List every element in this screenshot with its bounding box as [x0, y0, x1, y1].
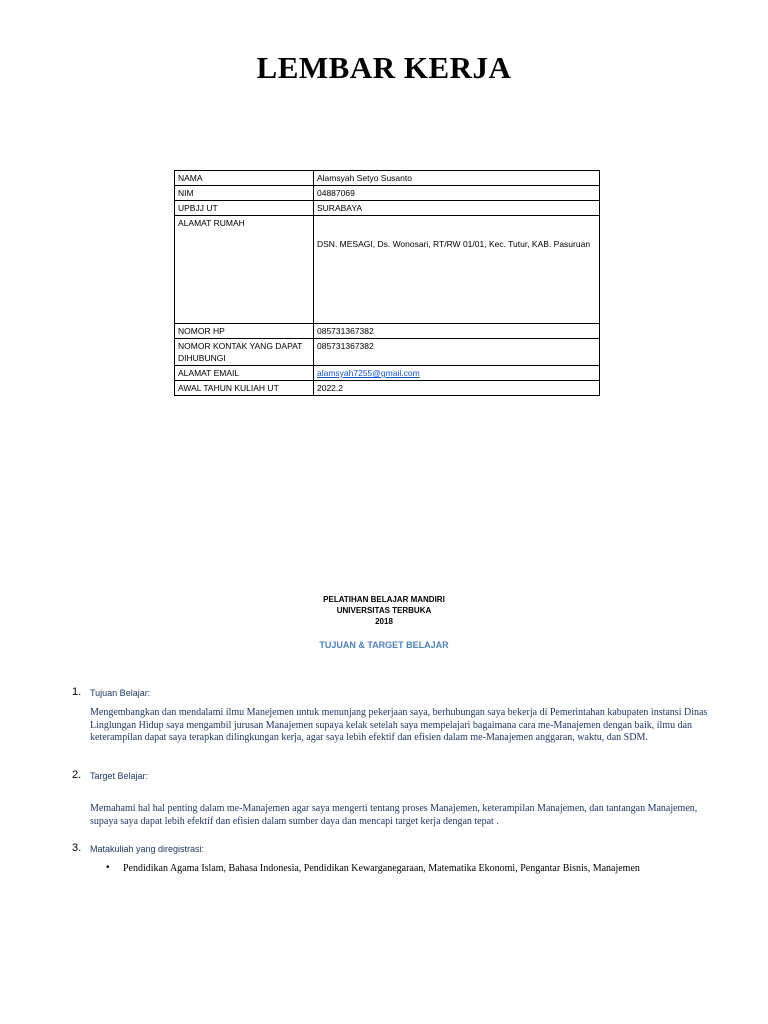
student-info-table: [174, 170, 600, 396]
program-header: [0, 594, 768, 627]
bullet-icon: •: [106, 862, 110, 873]
table-row: [175, 366, 600, 381]
list-item: Pendidikan Agama Islam, Bahasa Indonesia, Pendidikan Kewarganegaraan, Matematika Ekonomi, Pengantar Bisnis, Manajemen: [123, 863, 640, 874]
section-title-tujuan: Tujuan Belajar:: [90, 688, 151, 698]
table-row: [175, 216, 600, 324]
row-value-alamat-email: [314, 366, 600, 381]
row-label-nomor-kontak: NOMOR KONTAK YANG DAPAT DIHUBUNGI: [175, 339, 314, 366]
section-title-target: Target Belajar:: [90, 771, 149, 781]
table-row: [175, 201, 600, 216]
section-text-tujuan: Mengembangkan dan mendalami ilmu Manejemen untuk menunjang pekerjaan saya, berhubungan saya bekerja di Pemerintahan kabupaten instansi Dinas Linglungan Hidup saya mengambil jurusan Manajemen supaya kelak setelah saya mempelajari bagaimana cara me-Manajemen dengan baik, ilmu dan keterampilan dapat saya terapkan dilingkungan kerja, agar saya lebih efektif dan efisien dalam me-Manajemen anggaran, waktu, dan SDM.: [90, 707, 708, 744]
email-link[interactable]: alamsyah7255@gmail.com: [317, 368, 420, 378]
section-title-matakuliah: Matakuliah yang diregistrasi:: [90, 844, 205, 854]
section-heading: TUJUAN & TARGET BELAJAR: [319, 640, 449, 650]
table-row: [175, 186, 600, 201]
row-value-nama: Alamsyah Setyo Susanto: [314, 171, 600, 186]
row-value-nomor-kontak: 085731367382: [314, 339, 600, 366]
row-label-upbjj: UPBJJ UT: [175, 201, 314, 216]
section-text-target: Memahami hal hal penting dalam me-Manajemen agar saya mengerti tentang proses Manajemen, keterampilan Manajemen, dan tantangan Manajemen, supaya saya dapat lebih efektif dan efisien dalam sumber daya dan mencapi target kerja dengan tepat .: [90, 803, 698, 827]
row-label-nomor-hp: NOMOR HP: [175, 324, 314, 339]
table-row: [175, 339, 600, 366]
row-value-nim: 04887069: [314, 186, 600, 201]
row-value-upbjj: SURABAYA: [314, 201, 600, 216]
program-title: PELATIHAN BELAJAR MANDIRI: [323, 595, 445, 604]
row-label-alamat-email: ALAMAT EMAIL: [175, 366, 314, 381]
row-value-alamat-rumah: DSN. MESAGI, Ds. Wonosari, RT/RW 01/01, Kec. Tutur, KAB. Pasuruan: [314, 216, 600, 324]
row-label-awal-tahun: AWAL TAHUN KULIAH UT: [175, 381, 314, 396]
row-label-nama: NAMA: [175, 171, 314, 186]
program-year: 2018: [375, 617, 393, 626]
section-number: 1.: [72, 686, 82, 698]
row-value-nomor-hp: 085731367382: [314, 324, 600, 339]
row-value-awal-tahun: 2022.2: [314, 381, 600, 396]
page-title: LEMBAR KERJA: [256, 50, 512, 85]
table-row: [175, 381, 600, 396]
section-number: 3.: [72, 842, 82, 854]
table-row: [175, 171, 600, 186]
row-label-nim: NIM: [175, 186, 314, 201]
university-name: UNIVERSITAS TERBUKA: [336, 606, 432, 615]
row-label-alamat-rumah: ALAMAT RUMAH: [175, 216, 314, 324]
section-number: 2.: [72, 769, 82, 781]
table-row: [175, 324, 600, 339]
